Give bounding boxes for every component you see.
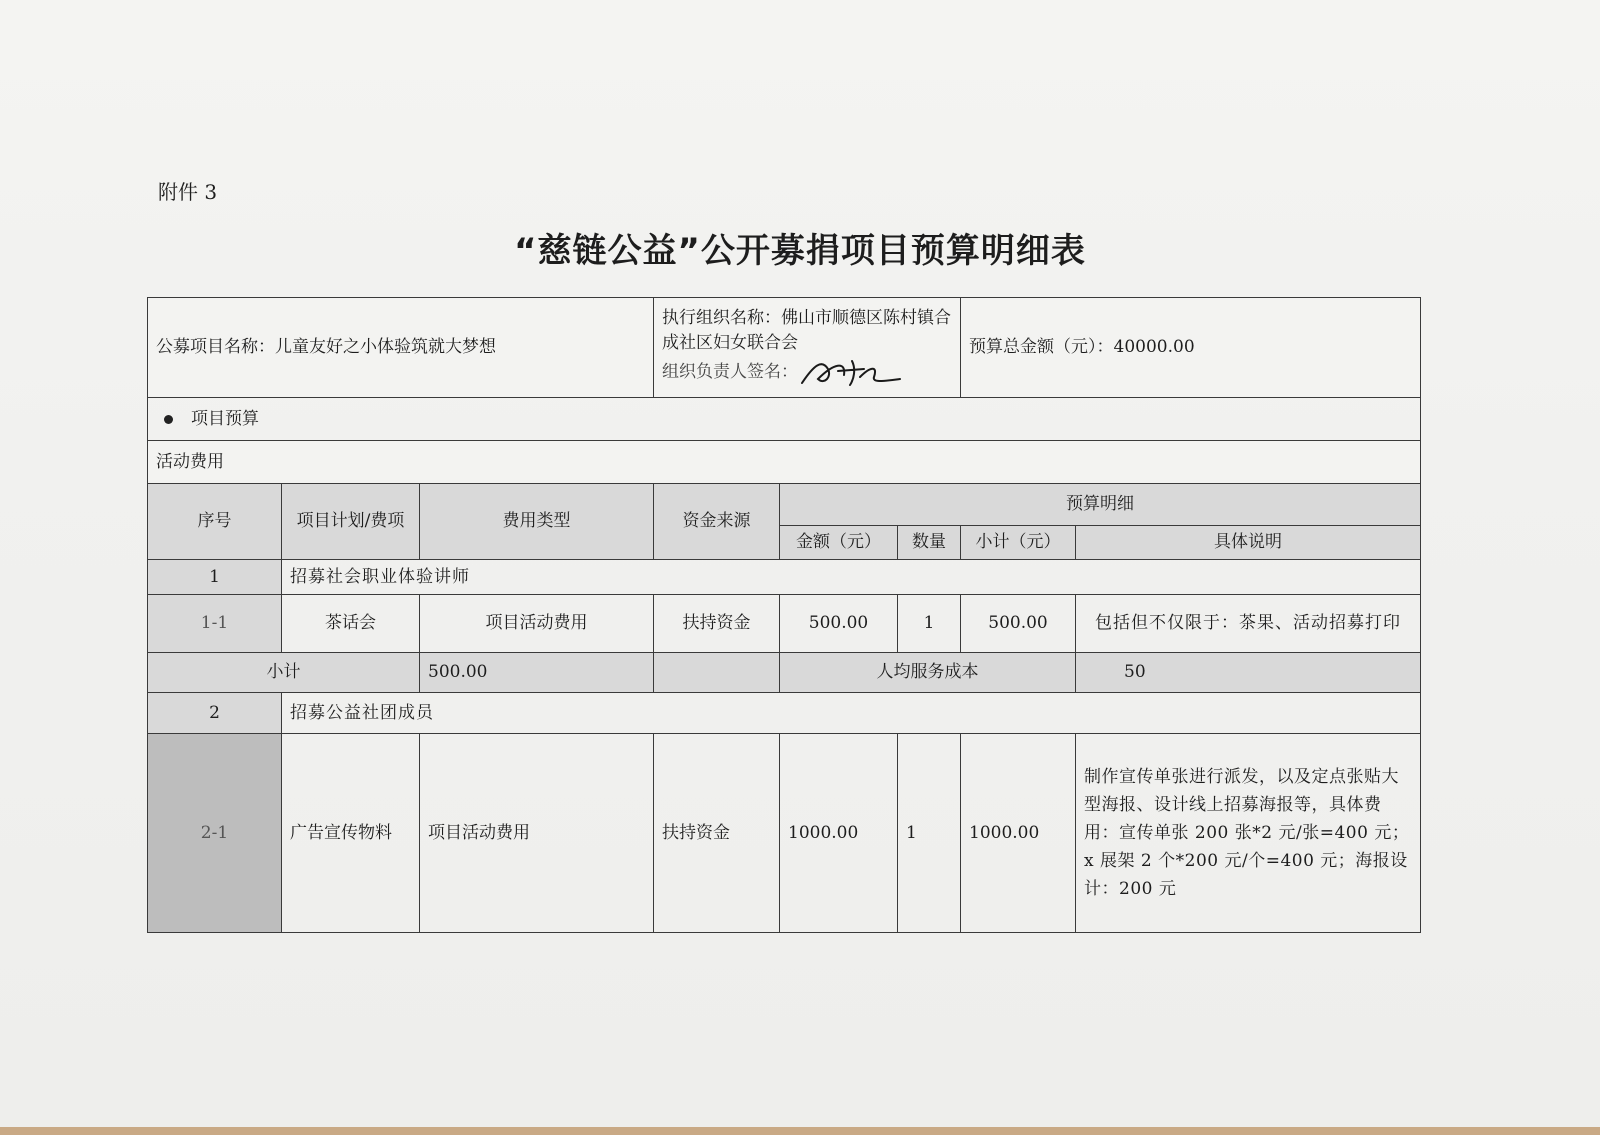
cost-value: 50 (1076, 653, 1421, 693)
section-cell (148, 398, 1421, 441)
group-number: 2 (148, 693, 282, 734)
group-row (148, 560, 1421, 595)
subsection-label: 活动费用 (156, 451, 224, 472)
page-bottom-edge (0, 1127, 1600, 1135)
item-source: 扶持资金 (654, 595, 780, 653)
group-number: 1 (148, 560, 282, 595)
project-name-cell (148, 298, 654, 398)
group-row (148, 693, 1421, 734)
item-source: 扶持资金 (654, 734, 780, 933)
header-type: 费用类型 (420, 484, 654, 560)
attachment-label: 附件 3 (158, 180, 218, 204)
item-desc: 包括但不仅限于：茶果、活动招募打印 (1076, 595, 1421, 653)
header-seq: 序号 (148, 484, 282, 560)
group-title: 招募社会职业体验讲师 (282, 560, 1421, 595)
summary-label: 小计 (148, 653, 420, 693)
header-plan: 项目计划/费项 (282, 484, 420, 560)
header-amount: 金额（元） (780, 526, 898, 560)
item-seq: 2-1 (148, 734, 282, 933)
item-plan: 广告宣传物料 (282, 734, 420, 933)
signer-label: 组织负责人签名： (662, 361, 798, 382)
org-cell (654, 298, 961, 398)
cost-label: 人均服务成本 (780, 653, 1076, 693)
org-name: 执行组织名称：佛山市顺德区陈村镇合成社区妇女联合会 (662, 307, 951, 353)
subsection-cell (148, 441, 1421, 484)
item-amount: 1000.00 (780, 734, 898, 933)
summary-empty (654, 653, 780, 693)
total-budget-cell (961, 298, 1421, 398)
item-row (148, 734, 1421, 933)
section-label: 项目预算 (191, 408, 259, 429)
summary-value: 500.00 (420, 653, 654, 693)
total-budget: 预算总金额（元）：40000.00 (969, 337, 1195, 358)
item-seq: 1-1 (148, 595, 282, 653)
header-qty: 数量 (898, 526, 961, 560)
summary-row (148, 653, 1421, 693)
item-row (148, 595, 1421, 653)
item-desc: 制作宣传单张进行派发，以及定点张贴大型海报、设计线上招募海报等，具体费用：宣传单张 200 张*2 元/张=400 元；x 展架 2 个*200 元/个=400 元；海报设计：200 元 (1076, 734, 1421, 933)
item-type: 项目活动费用 (420, 595, 654, 653)
item-type: 项目活动费用 (420, 734, 654, 933)
subsection-row (148, 441, 1421, 484)
section-row (148, 398, 1421, 441)
info-row (148, 298, 1421, 398)
header-row-1 (148, 484, 1421, 526)
header-detail: 预算明细 (780, 484, 1421, 526)
bullet-icon (164, 415, 173, 424)
header-source: 资金来源 (654, 484, 780, 560)
item-qty: 1 (898, 734, 961, 933)
header-desc: 具体说明 (1076, 526, 1421, 560)
signature-icon (794, 355, 904, 389)
item-subtotal: 1000.00 (961, 734, 1076, 933)
project-name: 公募项目名称：儿童友好之小体验筑就大梦想 (156, 337, 496, 358)
item-amount: 500.00 (780, 595, 898, 653)
header-subtotal: 小计（元） (961, 526, 1076, 560)
item-qty: 1 (898, 595, 961, 653)
item-plan: 茶话会 (282, 595, 420, 653)
document-title: “慈链公益”公开募捐项目预算明细表 (514, 231, 1086, 271)
item-subtotal: 500.00 (961, 595, 1076, 653)
budget-table (147, 297, 1421, 933)
group-title: 招募公益社团成员 (282, 693, 1421, 734)
